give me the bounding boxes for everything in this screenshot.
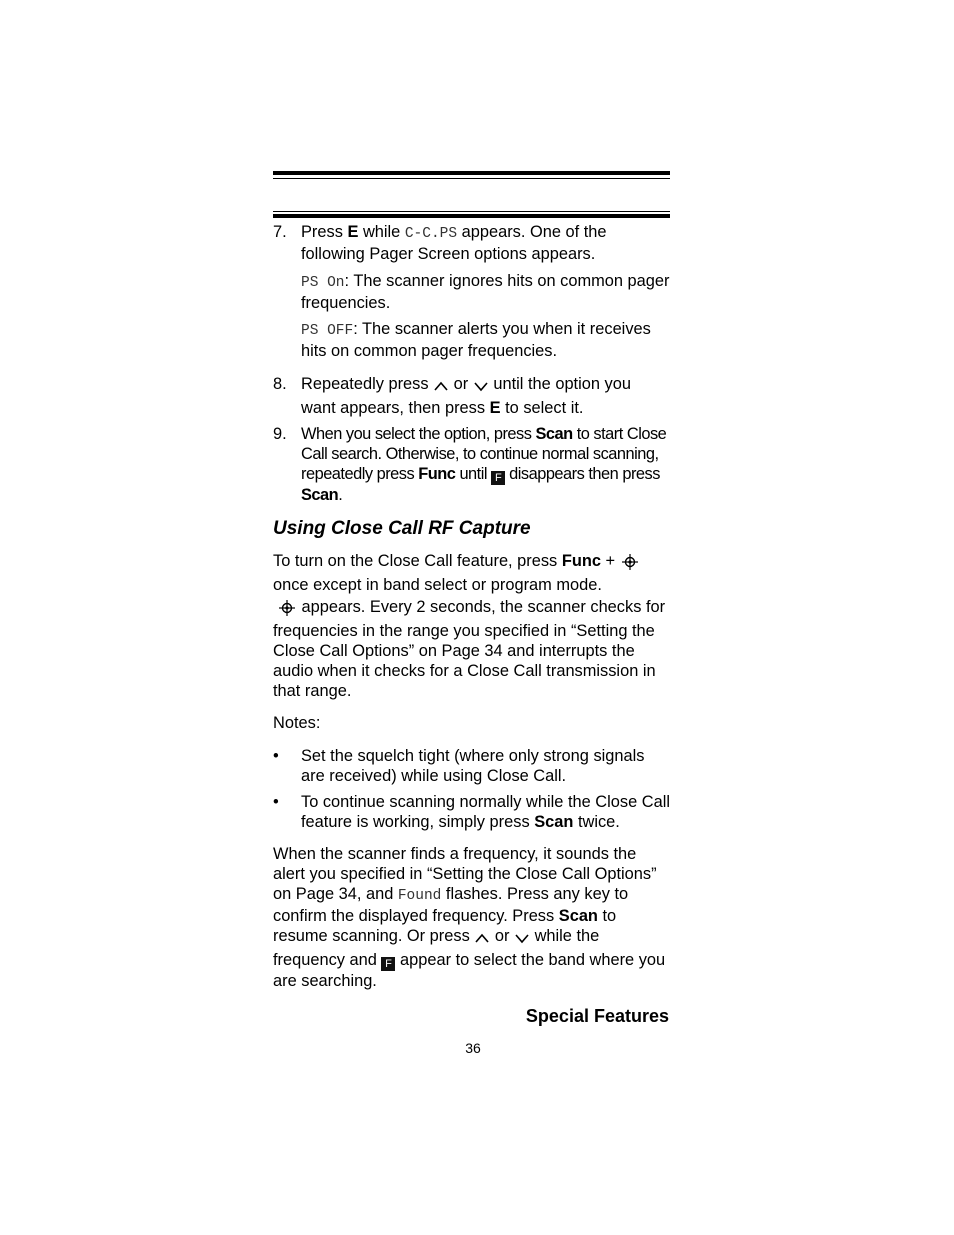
intro-paragraph: To turn on the Close Call feature, press Func + once except in band select or program mode.: [273, 551, 670, 595]
crosshair-icon: [273, 598, 297, 621]
display-code: Found: [397, 888, 442, 904]
key-scan: Scan: [534, 813, 574, 831]
key-e: E: [347, 223, 359, 241]
key-scan: Scan: [301, 486, 339, 504]
chevron-down-icon: [473, 378, 489, 398]
section-heading: Using Close Call RF Capture: [273, 518, 531, 539]
step-text: When you select the option, press Scan to start Close Call search. Otherwise, to continue normal scanning, repeatedly press Func until F disappears then press Scan.: [301, 425, 667, 504]
step-text: Press E while C-C.PS appears. One of the following Pager Screen options appears.: [301, 223, 607, 263]
final-paragraph: When the scanner finds a frequency, it sounds the alert you specified in “Setting the Close Call Options” on Page 34, and Found flashes. Press any key to confirm the displayed frequency. Press Scan to resume scanning. Or press or while the frequency and F appear to select the band where you are searching.: [273, 845, 666, 990]
chevron-down-icon: [514, 930, 530, 950]
f-indicator-icon: F: [381, 957, 395, 971]
mid-rule-thin: [273, 211, 670, 212]
option-ps-on: PS On: The scanner ignores hits on common pager frequencies.: [301, 272, 670, 312]
footer-section-title: Special Features: [525, 1006, 669, 1026]
key-func: Func: [418, 465, 456, 483]
top-rule-thin: [273, 178, 670, 179]
note-text: Set the squelch tight (where only strong signals are received) while using Close Call.: [301, 747, 645, 785]
step-8: [273, 374, 670, 418]
step-number: 7.: [273, 223, 287, 241]
step-text: Repeatedly press or until the option you want appears, then press E to select it.: [301, 375, 631, 417]
mid-rule-thick: [273, 214, 670, 218]
key-func: Func: [561, 552, 601, 570]
top-rule-thick: [273, 171, 670, 175]
key-scan: Scan: [558, 907, 598, 925]
bullet: •: [273, 793, 279, 811]
chevron-up-icon: [474, 930, 490, 950]
chevron-up-icon: [433, 378, 449, 398]
step-number: 8.: [273, 375, 287, 393]
option-ps-off: PS OFF: The scanner alerts you when it receives hits on common pager frequencies.: [301, 320, 651, 360]
note-item: [273, 746, 670, 786]
step-9: [273, 424, 670, 505]
page-content: [273, 222, 670, 991]
bullet: •: [273, 747, 279, 765]
step-number: 9.: [273, 425, 287, 443]
note-text: To continue scanning normally while the Close Call feature is working, simply press Scan twice.: [301, 793, 670, 831]
key-scan: Scan: [535, 425, 573, 443]
page-number: 36: [465, 1040, 481, 1056]
notes-label: Notes:: [273, 714, 321, 732]
display-code: C-C.PS: [404, 226, 458, 242]
f-indicator-icon: F: [491, 471, 505, 485]
key-e: E: [489, 399, 501, 417]
crosshair-icon: [620, 552, 640, 575]
intro-paragraph-2: appears. Every 2 seconds, the scanner checks for frequencies in the range you specified in “Setting the Close Call Options” on Page 34 and interrupts the audio when it checks for a Close Call transmission in that range.: [273, 598, 666, 700]
step-7: [273, 222, 670, 361]
note-item: [273, 792, 670, 832]
